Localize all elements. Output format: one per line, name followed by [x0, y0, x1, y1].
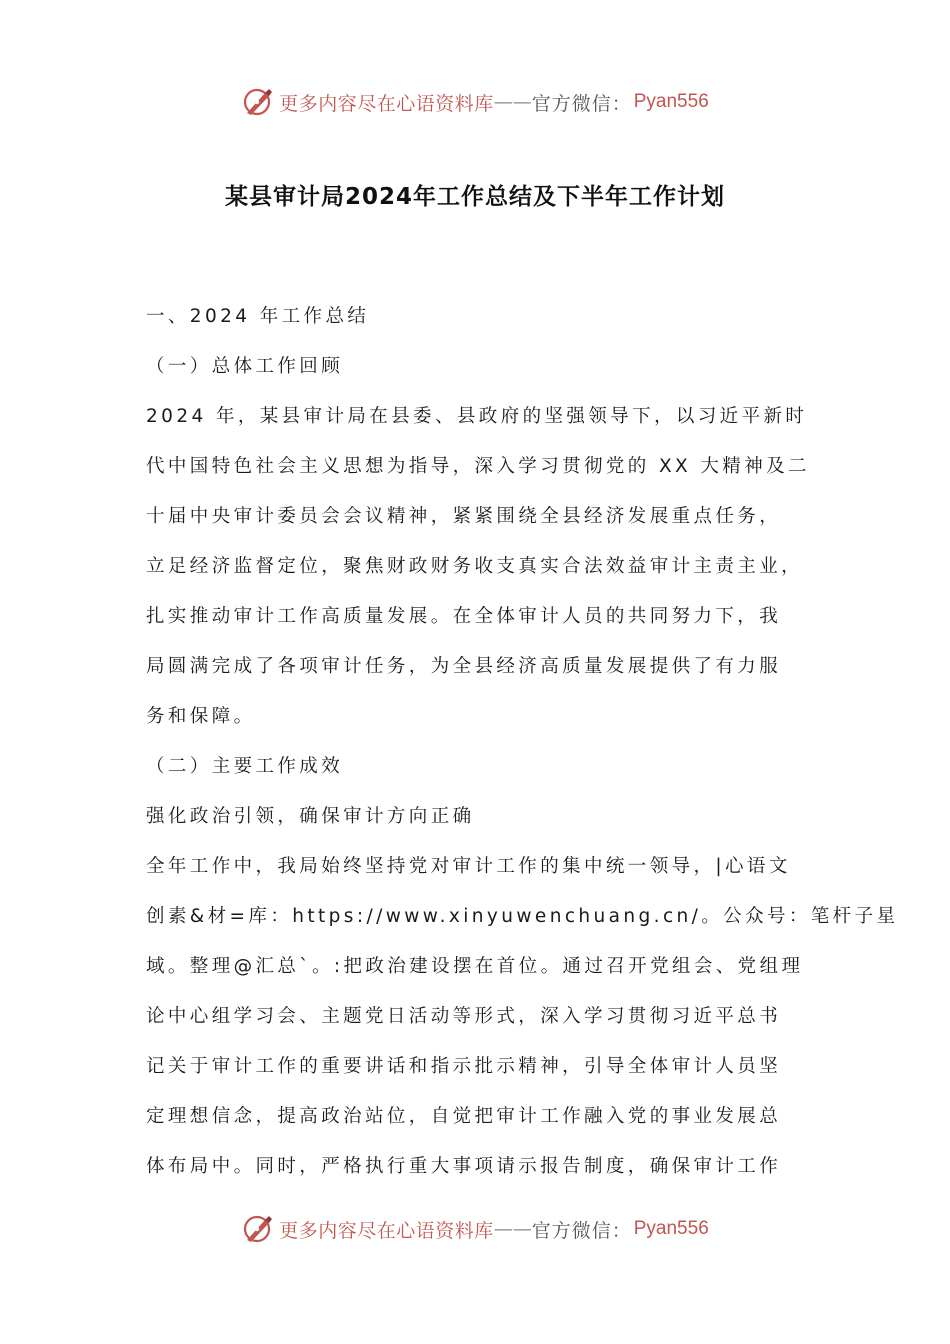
document-body [146, 292, 899, 1192]
banner-wechat-id: Pyan556 [633, 91, 709, 112]
header-banner [0, 82, 950, 122]
banner-text: 更多内容尽在心语资料库 [279, 92, 494, 115]
banner-text: 更多内容尽在心语资料库 [279, 1219, 494, 1242]
banner-wechat-label: 官方微信： [531, 1219, 632, 1242]
paragraph-line: 代中国特色社会主义思想为指导，深入学习贯彻党的 XX 大精神及二 [146, 456, 810, 477]
banner-wechat-label: 官方微信： [531, 92, 632, 115]
paragraph-line: 域。整理@汇总`。:把政治建设摆在首位。通过召开党组会、党组理 [146, 956, 804, 977]
document-title: 某县审计局2024年工作总结及下半年工作计划 [224, 184, 725, 210]
paragraph-line: 论中心组学习会、主题党日活动等形式，深入学习贯彻习近平总书 [146, 1006, 782, 1027]
paragraph-line: 局圆满完成了各项审计任务，为全县经济高质量发展提供了有力服 [146, 656, 782, 677]
section-heading: 一、2024 年工作总结 [146, 306, 370, 327]
paragraph-line: 扎实推动审计工作高质量发展。在全体审计人员的共同努力下，我 [146, 606, 782, 627]
paragraph-line: 创素&材=库：https://www.xinyuwenchuang.cn/。公众号：笔杆子星 [146, 906, 899, 927]
banner-separator: —— [493, 1218, 532, 1240]
paragraph-line: 十届中央审计委员会会议精神，紧紧围绕全县经济发展重点任务， [146, 506, 782, 527]
pen-logo-icon [241, 1212, 275, 1246]
paragraph-line: 定理想信念，提高政治站位，自觉把审计工作融入党的事业发展总 [146, 1106, 782, 1127]
banner-separator: —— [493, 91, 532, 113]
banner-wechat-id: Pyan556 [633, 1218, 709, 1239]
footer-banner [0, 1209, 950, 1249]
paragraph-line: 务和保障。 [146, 706, 256, 727]
subsection-heading: （二）主要工作成效 [146, 756, 344, 777]
subsection-heading: （一）总体工作回顾 [146, 356, 344, 377]
paragraph-line: 全年工作中，我局始终坚持党对审计工作的集中统一领导，|心语文 [146, 856, 791, 877]
paragraph-line: 体布局中。同时，严格执行重大事项请示报告制度，确保审计工作 [146, 1156, 782, 1177]
item-heading: 强化政治引领，确保审计方向正确 [146, 806, 475, 827]
pen-logo-icon [241, 85, 275, 119]
paragraph-line: 立足经济监督定位，聚焦财政财务收支真实合法效益审计主责主业， [146, 556, 804, 577]
paragraph-line: 2024 年，某县审计局在县委、县政府的坚强领导下，以习近平新时 [146, 406, 808, 427]
paragraph-line: 记关于审计工作的重要讲话和指示批示精神，引导全体审计人员坚 [146, 1056, 782, 1077]
